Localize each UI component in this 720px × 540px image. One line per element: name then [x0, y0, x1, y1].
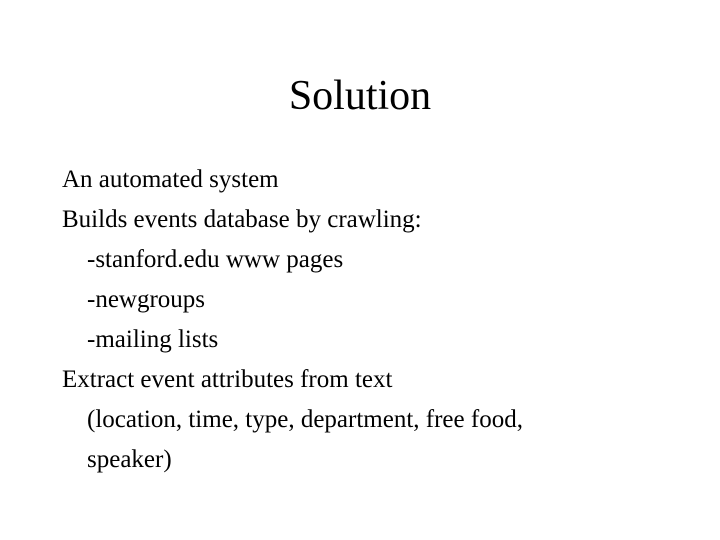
body-line: (location, time, type, department, free food, — [87, 406, 523, 433]
body-line: speaker) — [87, 446, 172, 473]
body-line: -stanford.edu www pages — [87, 246, 344, 273]
body-line: An automated system — [62, 166, 279, 193]
slide-body — [62, 160, 682, 480]
body-line: Builds events database by crawling: — [62, 206, 422, 233]
body-line: -newgroups — [87, 286, 206, 313]
body-line: -mailing lists — [87, 326, 219, 353]
body-line: Extract event attributes from text — [62, 366, 393, 393]
slide-title: Solution — [288, 73, 432, 119]
